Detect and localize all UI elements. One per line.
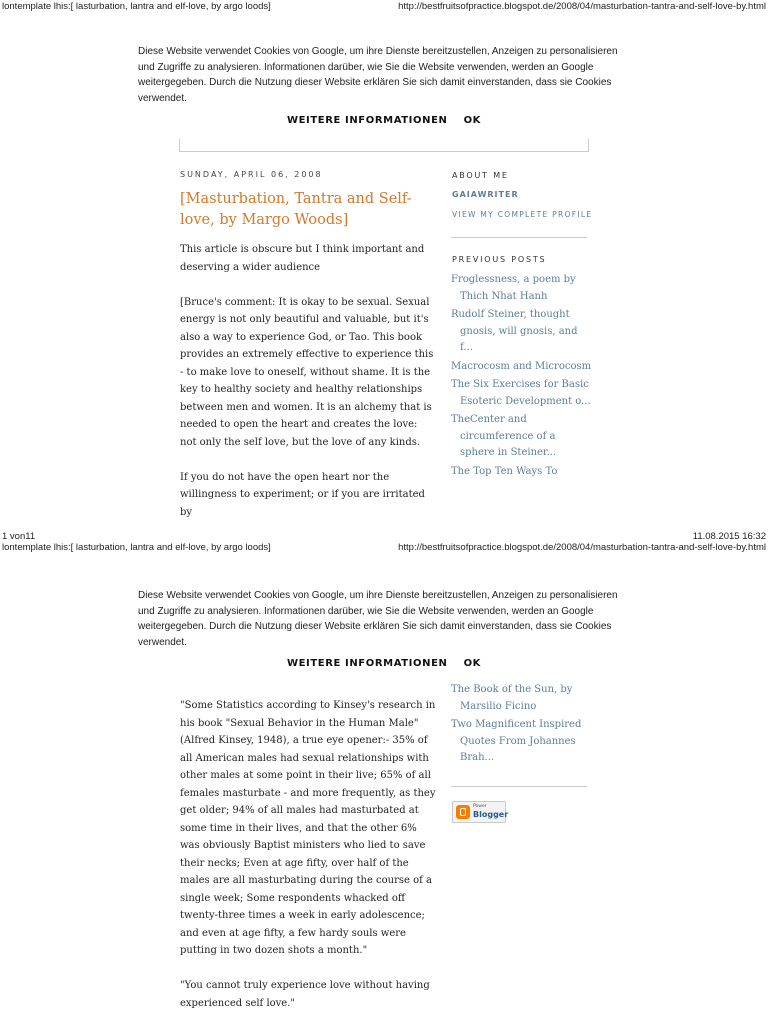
- more-info-button[interactable]: WEITERE INFORMATIONEN: [286, 658, 448, 669]
- cookie-actions: [0, 658, 768, 669]
- previous-post-link[interactable]: Two Magnificent Inspired Quotes From Johannes Brah...: [451, 719, 582, 763]
- print-header: [0, 542, 768, 554]
- previous-posts-list: [451, 682, 593, 769]
- post-title[interactable]: [Masturbation, Tantra and Self-love, by Margo Woods]: [180, 191, 412, 228]
- previous-post-link[interactable]: Froglessness, a poem by Thich Nhat Hanh: [451, 274, 576, 302]
- previous-posts-heading: PREVIOUS POSTS: [452, 255, 547, 264]
- author-link[interactable]: GAIAWRITER: [452, 190, 519, 199]
- print-header-url[interactable]: http://bestfruitsofpractice.blogspot.de/2008/04/masturbation-tantra-and-self-love-by.html: [398, 1, 766, 12]
- badge-small-text: Power: [473, 804, 487, 809]
- sidebar-divider: [451, 237, 587, 238]
- previous-posts-list: [451, 272, 593, 482]
- cookie-notice: Diese Website verwendet Cookies von Google, um ihre Dienste bereitzustellen, Anzeigen zu personalisieren und Zugriffe zu analysieren. Informationen darüber, wie Sie die Website verwenden, werden an Google weitergegeben. Durch die Nutzung dieser Website erklären Sie sich damit einverstanden, dass sie Cookies verwendet.: [138, 46, 618, 104]
- powered-by-blogger-badge[interactable]: [452, 801, 509, 823]
- cookie-actions: [0, 115, 768, 126]
- print-header-title: lontemplate lhis:[ lasturbation, lantra and elf-love, by argo loods]: [2, 1, 271, 12]
- badge-big-text: Blogger: [473, 810, 509, 819]
- blog-frame-border: [179, 139, 589, 152]
- previous-post-link[interactable]: TheCenter and circumference of a sphere in Steiner...: [451, 414, 557, 458]
- about-me-heading: ABOUT ME: [452, 171, 509, 180]
- ok-button[interactable]: OK: [463, 115, 482, 126]
- post-paragraph: "Some Statistics according to Kinsey's research in his book "Sexual Behavior in the Human Male" (Alfred Kinsey, 1948), a true eye opener:- 35% of all American males had sexual relationships with other males at some point in their live; 65% of all females masturbate - and more frequently, as they get older; 94% of all males had masturbated at some time in their lives, and that the other 6% was obviously Baptist ministers who lied to save their necks; Even at age fifty, over half of the males are all masturbating during the course of a single week; Some respondents whacked off twenty-three times a week in early adolescence; and even at age fifty, a few hardy souls were putting in two dozen shots a month.": [180, 700, 436, 956]
- post-paragraph: This article is obscure but I think important and deserving a wider audience: [180, 244, 425, 273]
- sidebar-divider: [451, 786, 587, 787]
- more-info-button[interactable]: WEITERE INFORMATIONEN: [286, 115, 448, 126]
- print-header-title: lontemplate lhis:[ lasturbation, lantra and elf-love, by argo loods]: [2, 542, 271, 553]
- previous-post-link[interactable]: The Six Exercises for Basic Esoteric Development o...: [451, 379, 591, 407]
- post-paragraph: If you do not have the open heart nor the willingness to experiment; or if you are irritated by: [180, 471, 425, 518]
- previous-post-link[interactable]: The Book of the Sun, by Marsilio Ficino: [451, 684, 573, 712]
- ok-button[interactable]: OK: [463, 658, 482, 669]
- print-header-url[interactable]: http://bestfruitsofpractice.blogspot.de/2008/04/masturbation-tantra-and-self-love-by.html: [398, 542, 766, 553]
- post-body: [180, 697, 436, 1017]
- blogger-logo-icon: [456, 805, 470, 819]
- page-number: 1 von11: [2, 531, 36, 542]
- cookie-notice: Diese Website verwendet Cookies von Google, um ihre Dienste bereitzustellen, Anzeigen zu personalisieren und Zugriffe zu analysieren. Informationen darüber, wie Sie die Website verwenden, werden an Google weitergegeben. Durch die Nutzung dieser Website erklären Sie sich damit einverstanden, dass sie Cookies verwendet.: [138, 590, 618, 648]
- previous-post-link[interactable]: Rudolf Steiner, thought gnosis, will gnosis, and f...: [451, 309, 578, 353]
- post-date: SUNDAY, APRIL 06, 2008: [180, 170, 323, 179]
- previous-post-link[interactable]: Macrocosm and Microcosm: [451, 360, 592, 372]
- post-paragraph: "You cannot truly experience love without having experienced self love.": [180, 980, 430, 1009]
- print-header: [0, 1, 768, 13]
- print-timestamp: 11.08.2015 16:32: [692, 531, 766, 542]
- post-paragraph: [Bruce's comment: It is okay to be sexual. Sexual energy is not only beautiful and valuable, but it's also a way to experience God, or Tao. This book provides an extremely effective to experience this - to make love to oneself, without shame. It is the key to healthy society and healthy relationships between men and women. It is an alchemy that is needed to open the heart and creates the love: not only the self love, but the love of any kinds.: [180, 296, 434, 448]
- view-profile-link[interactable]: VIEW MY COMPLETE PROFILE: [452, 210, 593, 219]
- post-body: [180, 241, 436, 518]
- previous-post-link[interactable]: The Top Ten Ways To: [451, 465, 558, 477]
